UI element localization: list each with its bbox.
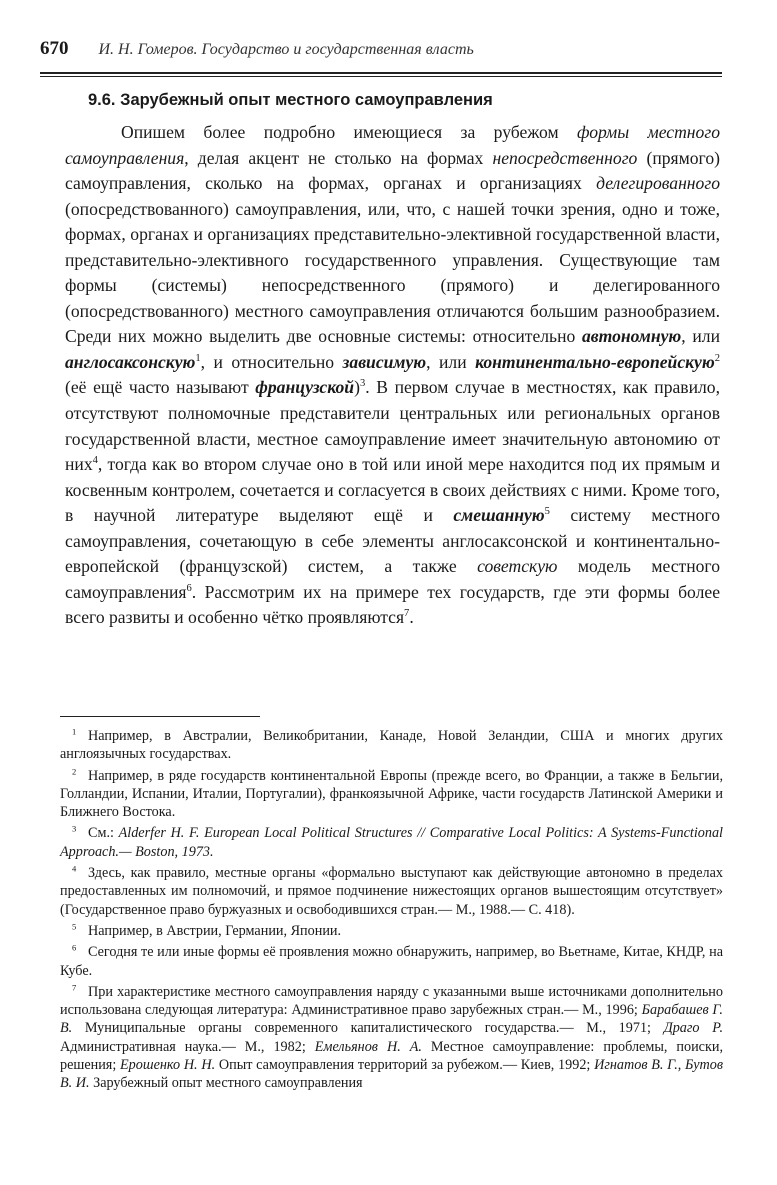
footnote-ref: 7 [404,608,410,620]
footnote-5: $^5$ Например, в Австрии, Германии, Японии. [72,921,342,939]
footnote-7: $^7$ При характеристике местного самоуправления наряду с указанными выше источниками дополнительно использована следующая литература: Административное право зарубежных стран.— М., 1996; Барабашев Г. В. Муниципальные органы современного капиталистического государства.— М., 1971; Драго Р. Административная наука.— М., 1982; Емельянов Н. А. Местное самоуправление: проблемы, поиски, решения; Ерошенко Н. Н. Опыт самоуправления территорий за рубежом.— Киев, 1992; Игнатов В. Г., Бутов В. И. Зарубежный опыт местного самоуправления [60,982,723,1092]
header-rule-thick [40,72,722,74]
footnote-ref: 5 [544,506,550,518]
section-heading: 9.6. Зарубежный опыт местного самоуправления [88,91,493,109]
footnote-6: $^6$ Сегодня те или иные формы её проявления можно обнаружить, например, во Вьетнаме, Китае, КНДР, на Кубе. [60,942,723,979]
header-rule-thin [40,76,722,77]
body-paragraph: Опишем более подробно имеющиеся за рубежом формы местного самоуправления, делая акцент не столько на формах непосредственного (прямого) самоуправления, сколько на формах, органах и организациях делегированного (опосредствованного) самоуправления, или, что, с нашей точки зрения, одно и тоже, формах, органах и организациях представительно-элективной государственной власти, представительно-элективного государственного управления. Существующие там формы (системы) непосредственного (прямого) и делегированного (опосредствованного) местного самоуправления отличаются большим разнообразием. Среди них можно выделить две основные системы: относительно автономную, или англосаксонскую$^1$, и относительно зависимую, или континентально-европейскую$^2$ (её ещё часто называют французской)$^3$. В первом случае в местностях, как правило, отсутствуют полномочные представители центральных или региональных органов государственной власти, местное самоуправление имеет значительную автономию от них$^4$, тогда как во втором случае оно в той или иной мере находится под их прямым и косвенным контролем, сочетается и согласуется в своих действиях с ними. Кроме того, в научной литературе выделяют ещё и смешанную$^5$ систему местного самоуправления, сочетающую в себе элементы англосаксонской и континентально-европейской (французской) систем, а также советскую модель местного самоуправления$^6$. Рассмотрим их на примере тех государств, где эти формы более всего развиты и особенно чётко проявляются$^7$. [65,122,721,628]
footnote-2: $^2$ Например, в ряде государств континентальной Европы (прежде всего, во Франции, а также в Бельгии, Голландии, Испании, Италии, Португалии), франкоязычной Африке, части государств Латинской Америки и Ближнего Востока. [60,765,723,821]
footnotes [60,727,723,1096]
page-number: 670 [40,38,69,59]
footnote-ref: 1 [195,353,201,365]
footnote-4: $^4$ Здесь, как правило, местные органы «формально выступают как действующие автономно в пределах предоставленных им полномочий, и прямое подчинение нижестоящих органов вышестоящим отсутствует» (Государственное право буржуазных и освободившихся стран.— М., 1988.— С. 418). [60,863,723,918]
footnote-3: $^3$ См.: Alderfer H. F. European Local Political Structures // Comparative Local Politics: A Systems-Functional Approach.— Boston, 1973. [60,823,723,860]
running-title: И. Н. Гомеров. Государство и государственная власть [98,41,474,58]
footnote-ref: 3 [359,378,366,390]
footnote-separator [60,716,260,717]
footnote-ref: 6 [186,582,192,594]
running-head [40,38,722,60]
footnote-1: $^1$ Например, в Австралии, Великобритании, Канаде, Новой Зеландии, США и многих других англоязычных государствах. [60,726,723,763]
footnote-ref: 4 [92,455,98,467]
footnote-ref: 2 [714,353,720,365]
